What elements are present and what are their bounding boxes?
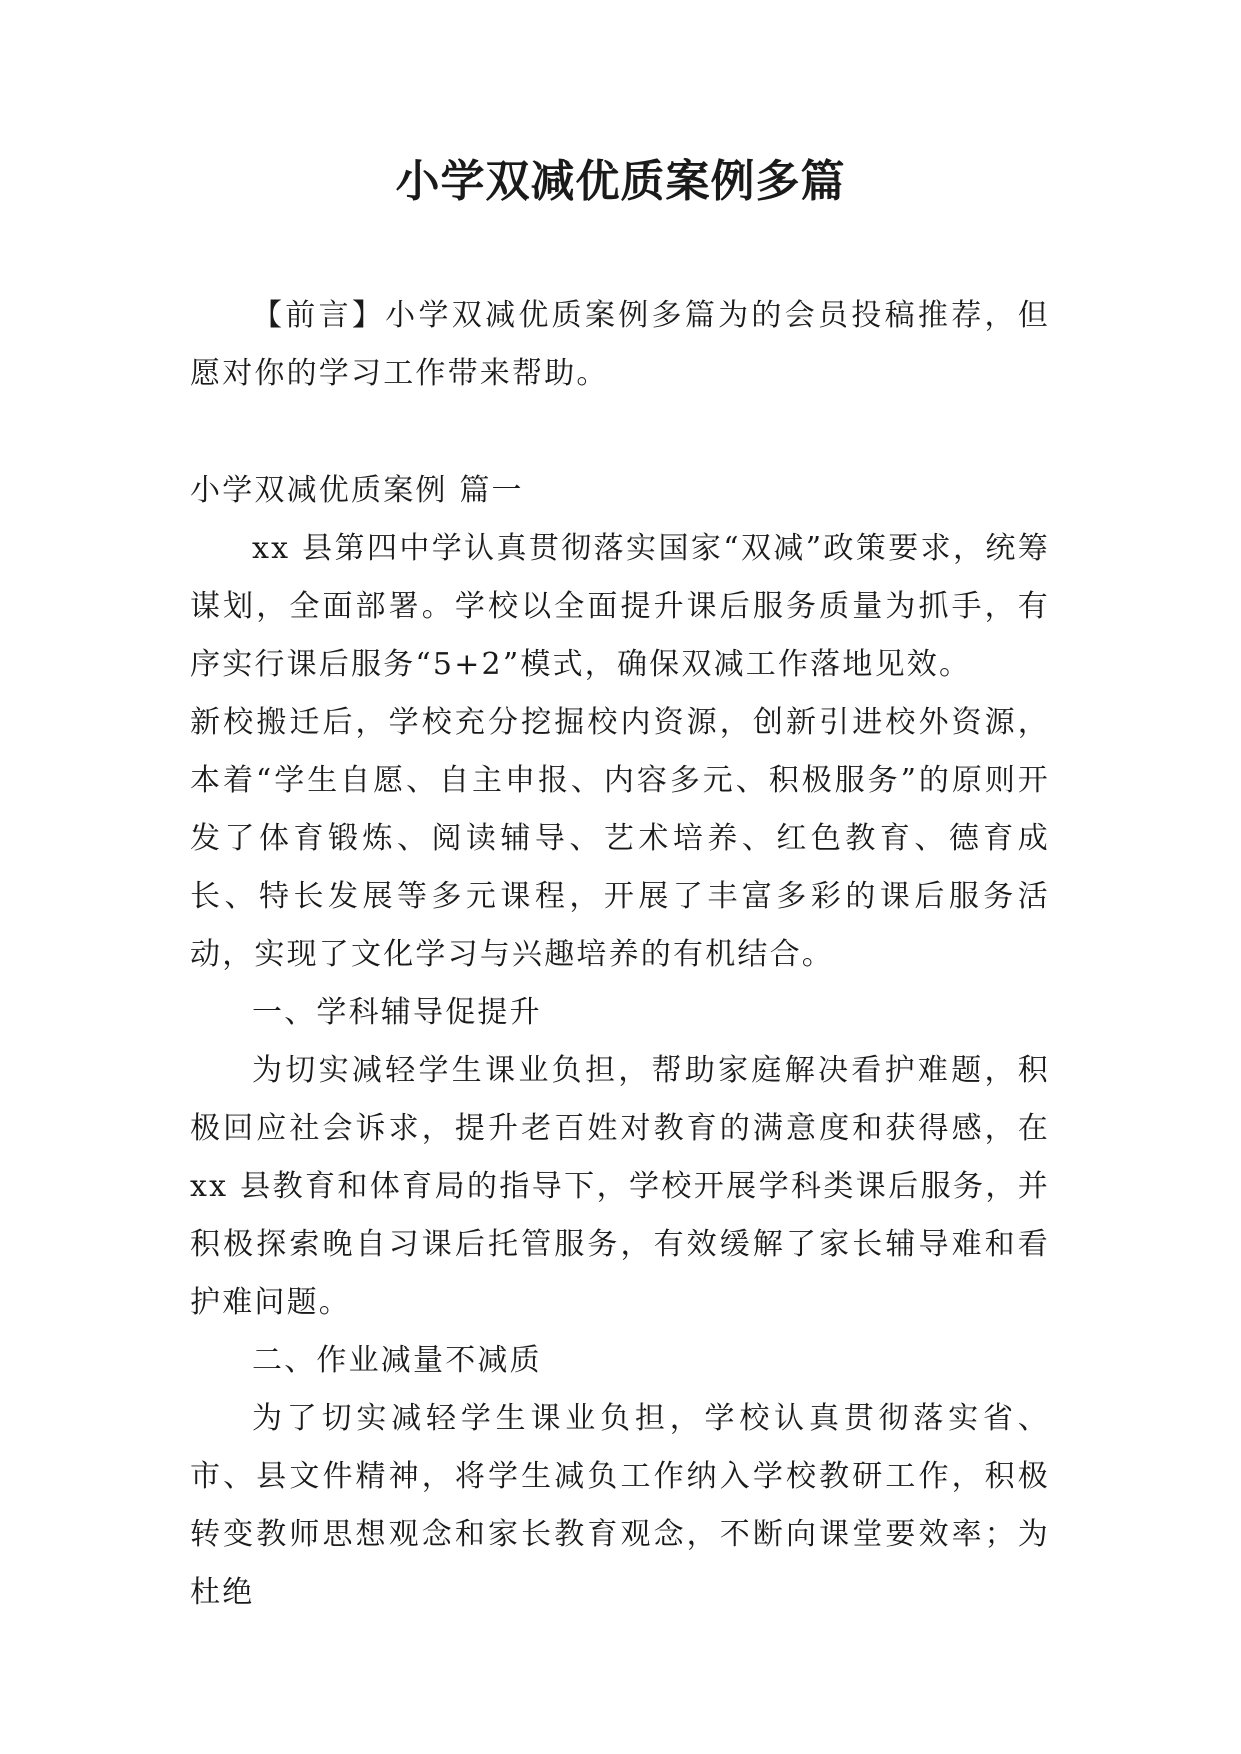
document-title: 小学双减优质案例多篇 (395, 156, 846, 207)
content-block (190, 462, 1050, 1622)
section-heading: 小学双减优质案例 篇一 (190, 473, 524, 508)
body-paragraph: 新校搬迁后，学校充分挖掘校内资源，创新引进校外资源，本着“学生自愿、自主申报、内容多元、积极服务”的原则开发了体育锻炼、阅读辅导、艺术培养、红色教育、德育成长、特长发展等多元课程，开展了丰富多彩的课后服务活动，实现了文化学习与兴趣培养的有机结合。 (190, 705, 1050, 972)
preface-paragraph: 【前言】小学双减优质案例多篇为的会员投稿推荐，但愿对你的学习工作带来帮助。 (190, 298, 1050, 391)
subheading: 二、作业减量不减质 (252, 1343, 542, 1378)
body-paragraph: 为了切实减轻学生课业负担，学校认真贯彻落实省、市、县文件精神，将学生减负工作纳入学校教研工作，积极转变教师思想观念和家长教育观念，不断向课堂要效率；为杜绝 (190, 1401, 1050, 1610)
preface-block (190, 287, 1050, 403)
subheading: 一、学科辅导促提升 (252, 995, 542, 1030)
body-paragraph: xx 县第四中学认真贯彻落实国家“双减”政策要求，统筹谋划，全面部署。学校以全面提升课后服务质量为抓手，有序实行课后服务“5+2”模式，确保双减工作落地见效。 (190, 531, 1050, 682)
body-paragraph: 为切实减轻学生课业负担，帮助家庭解决看护难题，积极回应社会诉求，提升老百姓对教育的满意度和获得感，在 xx 县教育和体育局的指导下，学校开展学科类课后服务，并积极探索晚自习课后托管服务，有效缓解了家长辅导难和看护难问题。 (190, 1053, 1050, 1320)
